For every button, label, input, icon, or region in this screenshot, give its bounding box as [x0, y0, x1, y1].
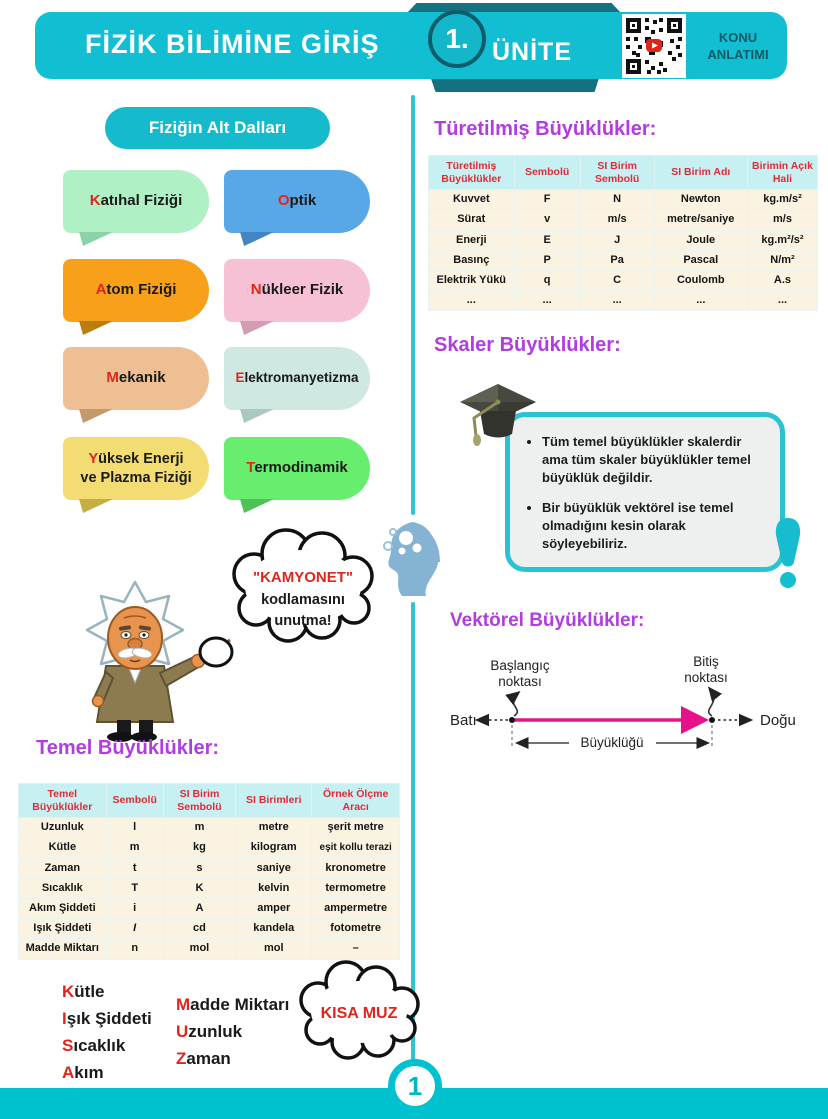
exclamation-icon: [772, 516, 804, 592]
scalar-bullet-1: • Tüm temel büyüklükler skalerdir ama tüm skaler büyüklükler temel büyüklük değildir.: [542, 433, 766, 488]
page-number: 1: [388, 1059, 442, 1113]
badge-line1: KONU: [718, 30, 758, 45]
branch-bubble-atom: Atom Fiziği: [63, 259, 209, 322]
branch-bubble-katihal: Katıhal Fiziği: [63, 170, 209, 233]
bubble-tail: [240, 321, 274, 335]
bubble-tail: [240, 409, 274, 423]
col-header: SI Birimleri: [236, 784, 312, 818]
cloud-line3: unutma!: [274, 613, 332, 629]
end-point: [709, 717, 715, 723]
col-header: Örnek Ölçme Aracı: [312, 784, 400, 818]
scalar-quantities-title: Skaler Büyüklükler:: [434, 334, 621, 356]
table-row: Sıcaklık T K kelvin termometre: [19, 878, 400, 898]
bubble-tail: [240, 232, 274, 246]
col-header: Sembolü: [514, 156, 580, 190]
page-title: FİZİK BİLİMİNE GİRİŞ: [85, 29, 380, 59]
col-header: SI Birim Sembolü: [163, 784, 235, 818]
svg-text:noktası: noktası: [498, 674, 542, 689]
qr-code-icon: [622, 14, 686, 78]
end-point-label: Bitiş: [693, 654, 719, 669]
branches-heading: Fiziğin Alt Dalları: [105, 107, 330, 149]
unit-number-circle: [428, 10, 486, 68]
table-row: ... ... ... ... ...: [429, 291, 818, 311]
table-row: Akım Şiddeti i A amper ampermetre: [19, 898, 400, 918]
unit-number: 1.: [445, 23, 469, 54]
table-row: Uzunluk l m metre şerit metre: [19, 818, 400, 838]
derived-quantities-title: Türetilmiş Büyüklükler:: [434, 118, 657, 140]
bubble-tail: [79, 321, 113, 335]
table-row: Enerji E J Joule kg.m²/s²: [429, 230, 818, 250]
badge-line2: ANLATIMI: [707, 47, 769, 62]
scalar-note-box: [505, 412, 785, 572]
magnitude-label: Büyüklüğü: [580, 735, 644, 750]
branch-bubble-mekanik: Mekanik: [63, 347, 209, 410]
graduation-cap-icon: [452, 378, 540, 450]
bubble-tail: [79, 409, 113, 423]
vector-quantities-title: Vektörel Büyüklükler:: [450, 610, 645, 631]
cloud-line1: "KAMYONET": [252, 569, 354, 586]
table-row: Zaman t s saniye kronometre: [19, 858, 400, 878]
branch-bubble-optik: Optik: [224, 170, 370, 233]
table-row: Basınç P Pa Pascal N/m²: [429, 250, 818, 270]
table-row: Kütle m kg kilogram eşit kollu terazi: [19, 838, 400, 858]
kisa-muz-cloud: [290, 960, 427, 1070]
table-row: Kuvvet F N Newton kg.m/s²: [429, 190, 818, 210]
table-row: Elektrik Yükü q C Coulomb A.s: [429, 270, 818, 290]
branch-bubble-termodinamik: Termodinamik: [224, 437, 370, 500]
branch-bubble-elektromanyetizma: Elektromanyetizma: [224, 347, 370, 410]
branch-bubble-yuksek-enerji: Yüksek Enerji ve Plazma Fiziği: [63, 437, 209, 500]
table-row: Sürat v m/s metre/saniye m/s: [429, 210, 818, 230]
qr-code: [622, 14, 686, 78]
bubble-tail: [79, 232, 113, 246]
start-point-label: Başlangıç: [490, 658, 550, 673]
mnemonic-column-1: Kütle Işık Şiddeti Sıcaklık Akım: [62, 982, 152, 1082]
derived-quantities-table: [428, 155, 818, 311]
thought-cloud: [222, 526, 384, 656]
vector-diagram: [430, 652, 822, 760]
start-point: [509, 717, 515, 723]
col-header: SI Birim Adı: [654, 156, 747, 190]
mnemonic-column-2: Madde Miktarı Uzunluk Zaman: [176, 995, 290, 1068]
unit-label: ÜNİTE: [492, 38, 572, 66]
bubble-tail: [240, 499, 274, 513]
west-label: Batı: [450, 712, 477, 729]
topic-badge: [692, 29, 784, 63]
svg-text:noktası: noktası: [684, 670, 728, 685]
column-divider-top: [411, 95, 415, 515]
table-row: Madde Miktarı n mol mol –: [19, 939, 400, 959]
east-label: Doğu: [760, 712, 796, 729]
bubble-tail: [79, 499, 113, 513]
table-row: Işık Şiddeti I cd kandela fotometre: [19, 919, 400, 939]
col-header: Temel Büyüklükler: [19, 784, 107, 818]
scalar-bullet-2: • Bir büyüklük vektörel ise temel olmadığını kesin olarak söyleyebiliriz.: [542, 499, 766, 554]
base-quantities-table: [18, 783, 400, 960]
branch-bubble-nukleer: Nükleer Fizik: [224, 259, 370, 322]
col-header: Birimin Açık Hali: [747, 156, 817, 190]
col-header: SI Birim Sembolü: [580, 156, 654, 190]
kisa-muz-text: KISA MUZ: [320, 1005, 398, 1022]
col-header: Sembolü: [106, 784, 163, 818]
cloud-line2: kodlamasını: [261, 592, 345, 608]
base-quantities-title: Temel Büyüklükler:: [36, 737, 220, 759]
col-header: Türetilmiş Büyüklükler: [429, 156, 515, 190]
thinking-head-icon: [380, 518, 446, 602]
